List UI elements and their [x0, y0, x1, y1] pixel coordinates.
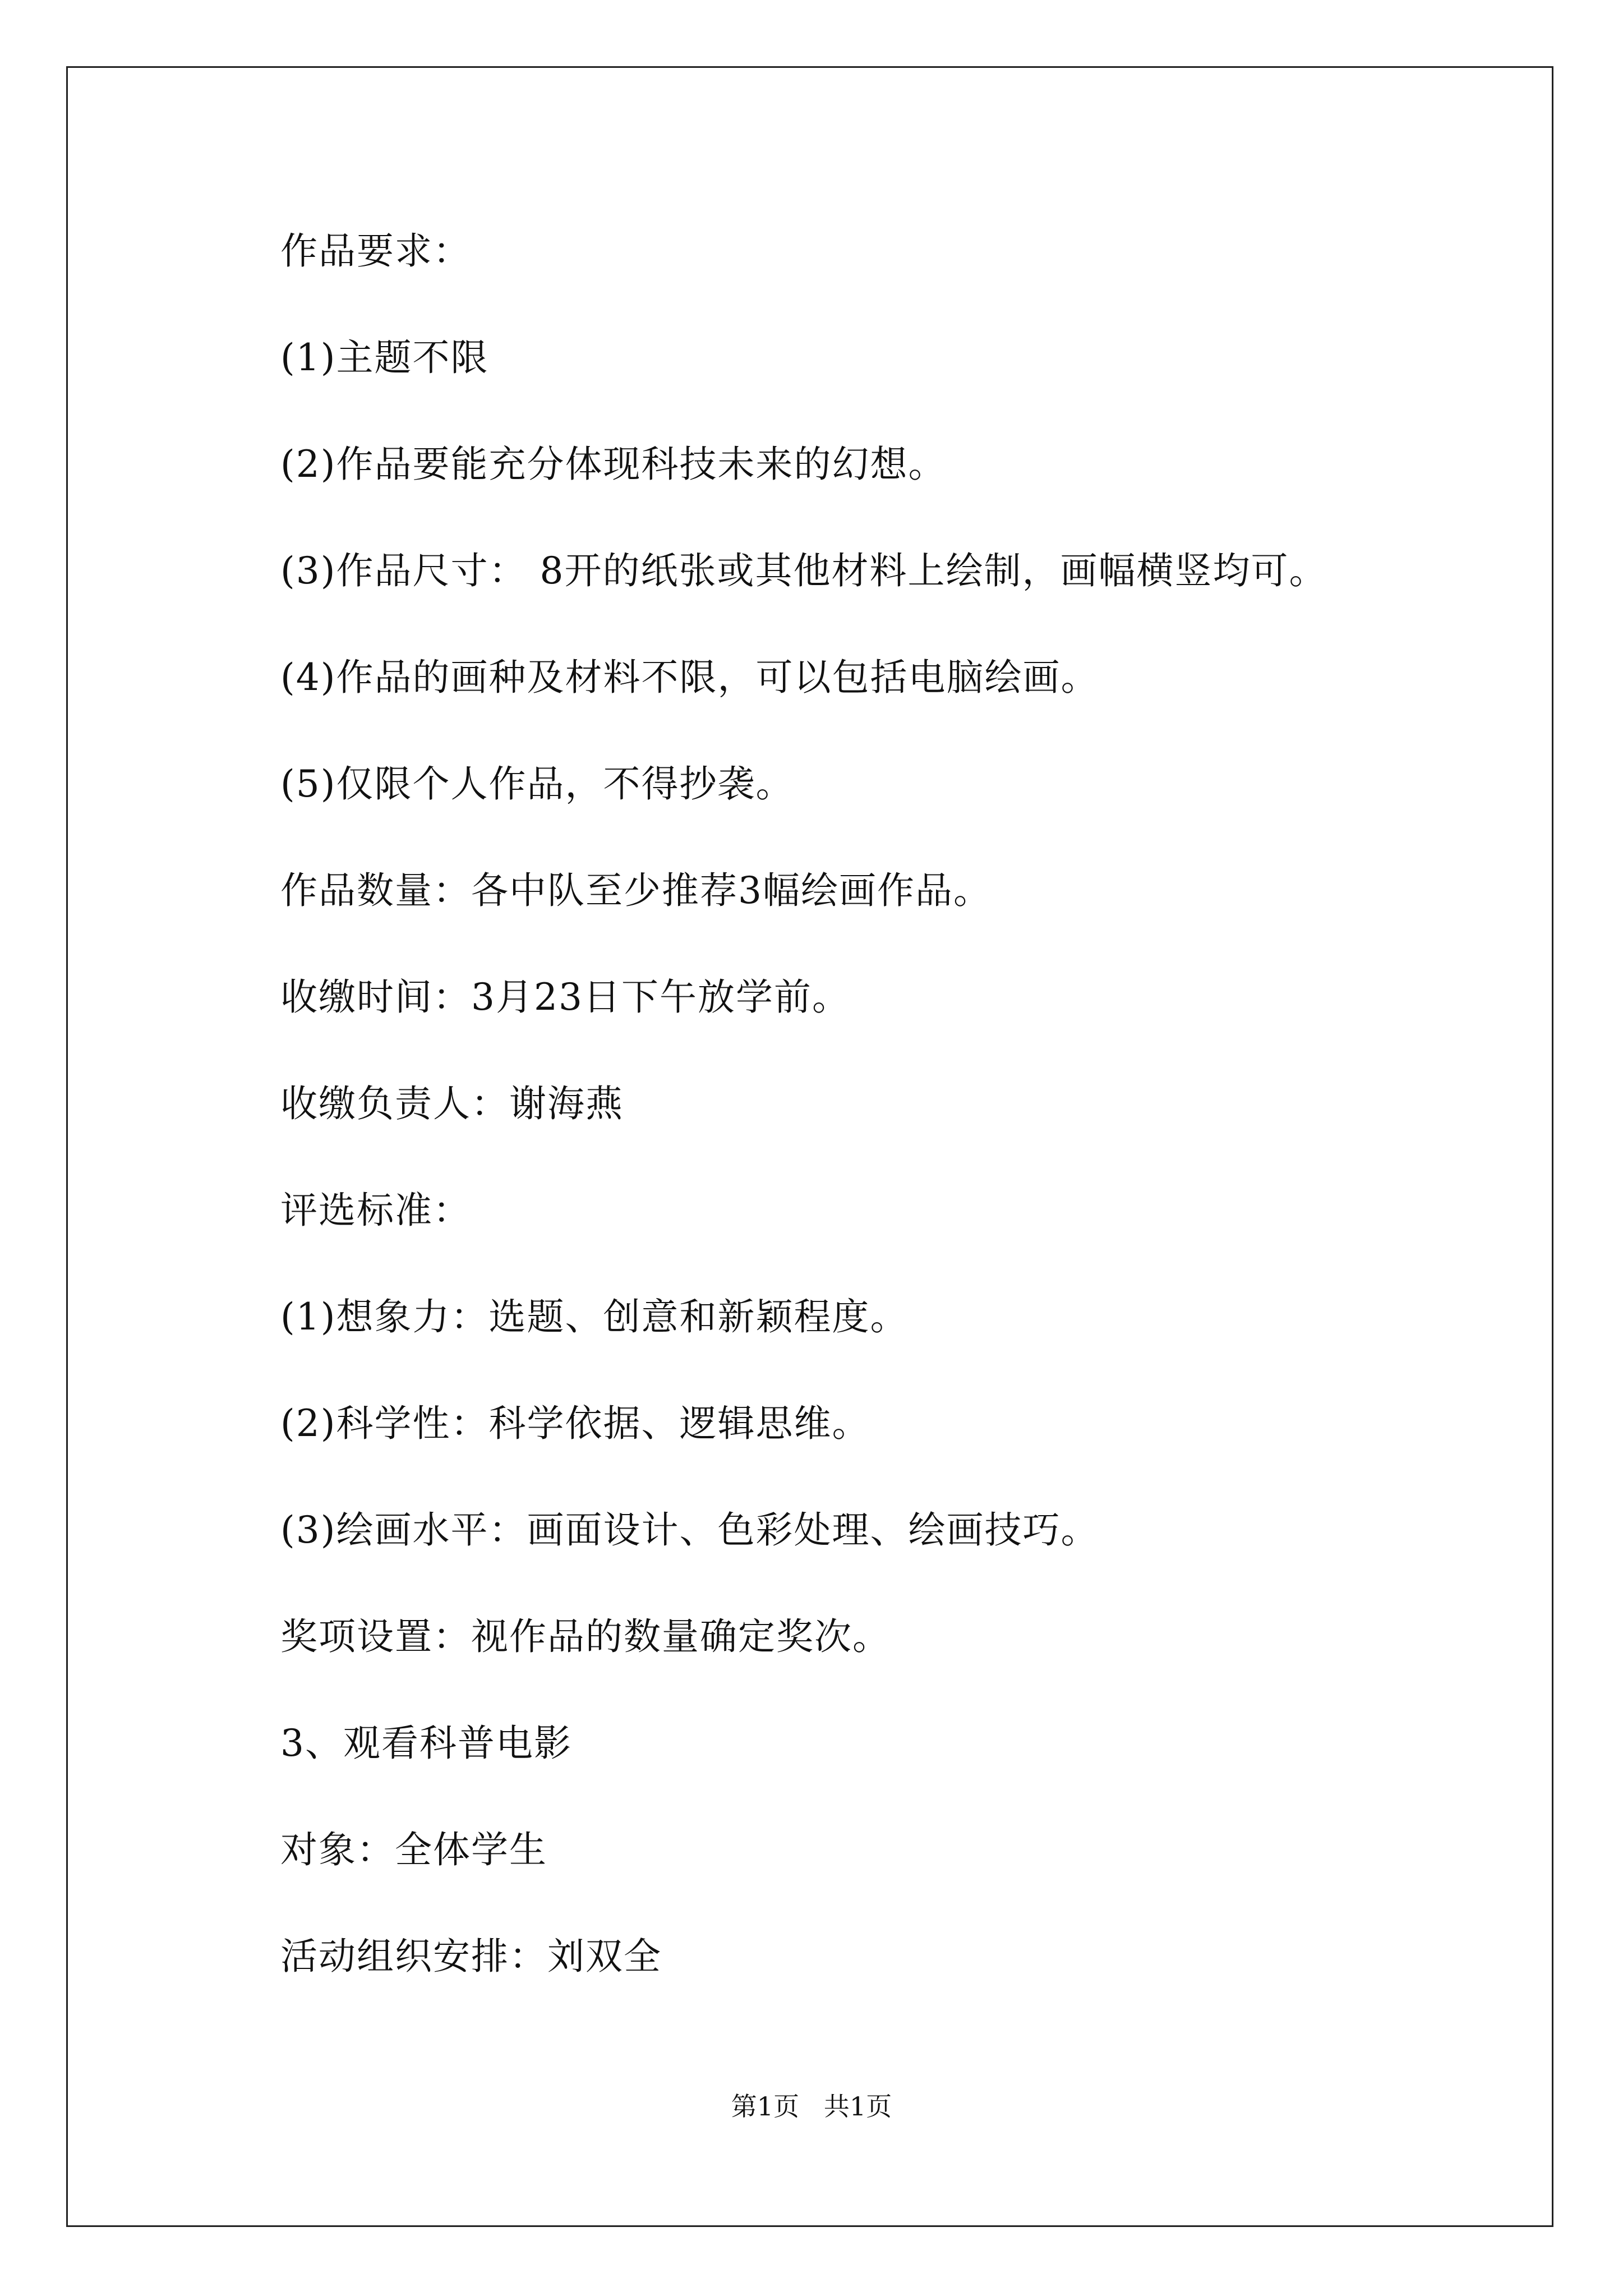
text-line: 奖项设置：视作品的数量确定奖次。 [280, 1615, 891, 1658]
text-line: (2)作品要能充分体现科技未来的幻想。 [280, 443, 947, 486]
text-line: (1)想象力：选题、创意和新颖程度。 [280, 1295, 909, 1338]
text-line: 作品要求： [280, 229, 471, 273]
text-line: (1)主题不限 [280, 336, 489, 379]
text-line: 对象：全体学生 [280, 1828, 547, 1871]
page-footer: 第1页 共1页 [731, 2091, 892, 2122]
text-line: 收缴负责人：谢海燕 [280, 1082, 624, 1125]
text-line: 3、观看科普电影 [280, 1722, 572, 1765]
text-line: (2)科学性：科学依据、逻辑思维。 [280, 1402, 870, 1445]
text-line: 活动组织安排：刘双全 [280, 1935, 662, 1978]
document-body [280, 223, 1514, 2035]
text-line: 评选标准： [280, 1189, 471, 1232]
text-line: (5)仅限个人作品，不得抄袭。 [280, 762, 794, 806]
text-line: (4)作品的画种及材料不限，可以包括电脑绘画。 [280, 656, 1099, 699]
text-line: 收缴时间：3月23日下午放学前。 [280, 976, 850, 1019]
text-line: 作品数量：各中队至少推荐3幅绘画作品。 [280, 869, 992, 912]
text-line: (3)绘画水平：画面设计、色彩处理、绘画技巧。 [280, 1508, 1099, 1552]
text-line: (3)作品尺寸： 8开的纸张或其他材料上绘制，画幅横竖均可。 [280, 549, 1327, 592]
